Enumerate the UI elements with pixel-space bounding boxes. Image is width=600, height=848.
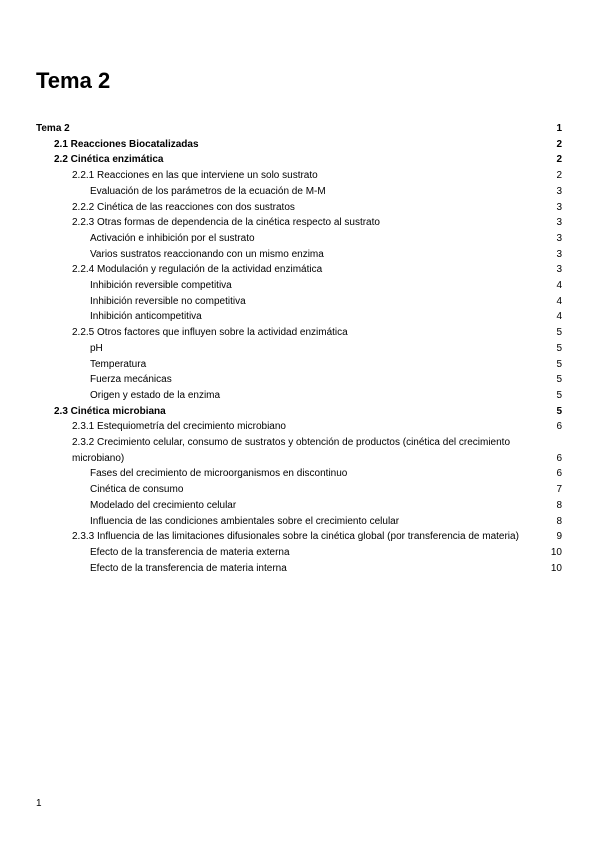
toc-entry[interactable] [36,404,562,420]
toc-entry-page: 7 [556,484,562,496]
toc-entry-title: 2.2.4 Modulación y regulación de la actividad enzimática [72,264,323,276]
toc-entry-page: 8 [556,515,562,527]
toc-entry-title: Inhibición reversible no competitiva [90,295,246,307]
toc-entry-title: 2.2.5 Otros factores que influyen sobre la actividad enzimática [72,327,348,339]
toc-entry-title: Efecto de la transferencia de materia externa [90,546,290,558]
toc-entry[interactable] [36,482,562,498]
toc-entry-title: Efecto de la transferencia de materia interna [90,562,287,574]
page-title: Tema 2 [36,68,111,93]
toc-entry-page: 5 [556,327,562,339]
toc-entry-title: Inhibición reversible competitiva [90,280,232,292]
toc-entry[interactable] [36,184,562,200]
toc-entry-page: 5 [556,342,562,354]
toc-entry[interactable] [36,168,562,184]
toc-entry-title: Origen y estado de la enzima [90,389,221,401]
toc-entry-page: 2 [556,138,562,150]
toc-entry[interactable] [36,514,562,530]
toc-entry-page: 4 [556,280,562,292]
toc-entry[interactable] [36,419,562,435]
toc-entry-page: 10 [550,562,562,574]
toc-entry-title: 2.3.1 Estequiometría del crecimiento microbiano [72,421,286,433]
toc-entry-page: 5 [556,358,562,370]
toc-entry[interactable] [36,545,562,561]
toc-entry[interactable] [36,388,562,404]
toc-entry-page: 9 [556,531,562,543]
toc-entry[interactable] [36,325,562,341]
toc-entry-page: 5 [556,389,562,401]
toc-entry[interactable] [36,262,562,278]
toc-entry-title: Inhibición anticompetitiva [90,311,202,323]
toc-entry-title: Fases del crecimiento de microorganismos en discontinuo [90,468,348,480]
toc-entry-title: 2.1 Reacciones Biocatalizadas [54,138,199,150]
toc-entry-title: Temperatura [90,358,147,370]
toc-entry-page: 3 [556,185,562,197]
toc-entry-page: 4 [556,311,562,323]
toc-entry-page: 4 [556,295,562,307]
toc-entry-page: 3 [556,248,562,260]
toc-entry-title: 2.2.3 Otras formas de dependencia de la cinética respecto al sustrato [72,217,380,229]
toc-entry[interactable] [36,372,562,388]
toc-entry[interactable] [36,152,562,168]
toc-entry-title: Modelado del crecimiento celular [90,499,237,511]
toc-entry[interactable] [36,309,562,325]
toc-entry-page: 3 [556,201,562,213]
toc-entry-page: 5 [556,405,562,417]
toc-entry-page: 5 [556,374,562,386]
toc-entry[interactable] [36,278,562,294]
toc-entry-title: Cinética de consumo [90,484,184,496]
toc-entry[interactable] [36,341,562,357]
toc-entry[interactable] [36,215,562,231]
toc-entry-title: Fuerza mecánicas [90,374,172,386]
toc-entry-title: Varios sustratos reaccionando con un mismo enzima [90,248,324,260]
toc-entry[interactable] [36,498,562,514]
toc-entry-title: 2.3.3 Influencia de las limitaciones difusionales sobre la cinética global (por transferencia de materia) [72,531,519,543]
toc-entry[interactable] [36,247,562,263]
toc-entry[interactable] [36,435,562,466]
toc-entry-title: 2.2.1 Reacciones en las que interviene un solo sustrato [72,170,318,182]
toc-entry[interactable] [36,200,562,216]
toc-entry[interactable] [36,231,562,247]
table-of-contents [36,121,562,576]
toc-entry-page: 3 [556,232,562,244]
toc-entry-page: 6 [556,468,562,480]
toc-entry[interactable] [36,529,562,545]
toc-entry-title: 2.3.2 Crecimiento celular, consumo de sustratos y obtención de productos (cinética del crecimiento microbiano) [72,437,511,464]
toc-entry-page: 3 [556,217,562,229]
toc-entry[interactable] [36,137,562,153]
toc-entry[interactable] [36,561,562,577]
toc-entry-title: Activación e inhibición por el sustrato [90,232,255,244]
toc-entry-page: 1 [556,123,562,134]
toc-entry-title: Influencia de las condiciones ambientales sobre el crecimiento celular [90,515,400,527]
toc-entry-page: 10 [550,546,562,558]
toc-entry[interactable] [36,294,562,310]
toc-entry[interactable] [36,466,562,482]
toc-entry-title: 2.2.2 Cinética de las reacciones con dos sustratos [72,201,295,213]
toc-entry-page: 3 [556,264,562,276]
toc-entry-page: 2 [556,170,562,182]
toc-entry-page: 8 [556,499,562,511]
toc-entry-title: 2.3 Cinética microbiana [54,405,166,417]
toc-entry-title: Evaluación de los parámetros de la ecuación de M-M [90,185,326,197]
toc-entry-page: 6 [556,421,562,433]
toc-entry[interactable] [36,121,562,137]
page-number: 1 [36,798,42,809]
toc-entry-title: Tema 2 [36,123,70,134]
toc-entry-page: 2 [556,154,562,166]
toc-entry-page: 6 [556,452,562,464]
toc-entry[interactable] [36,357,562,373]
toc-entry-title: 2.2 Cinética enzimática [54,154,164,166]
toc-entry-title: pH [90,342,103,354]
